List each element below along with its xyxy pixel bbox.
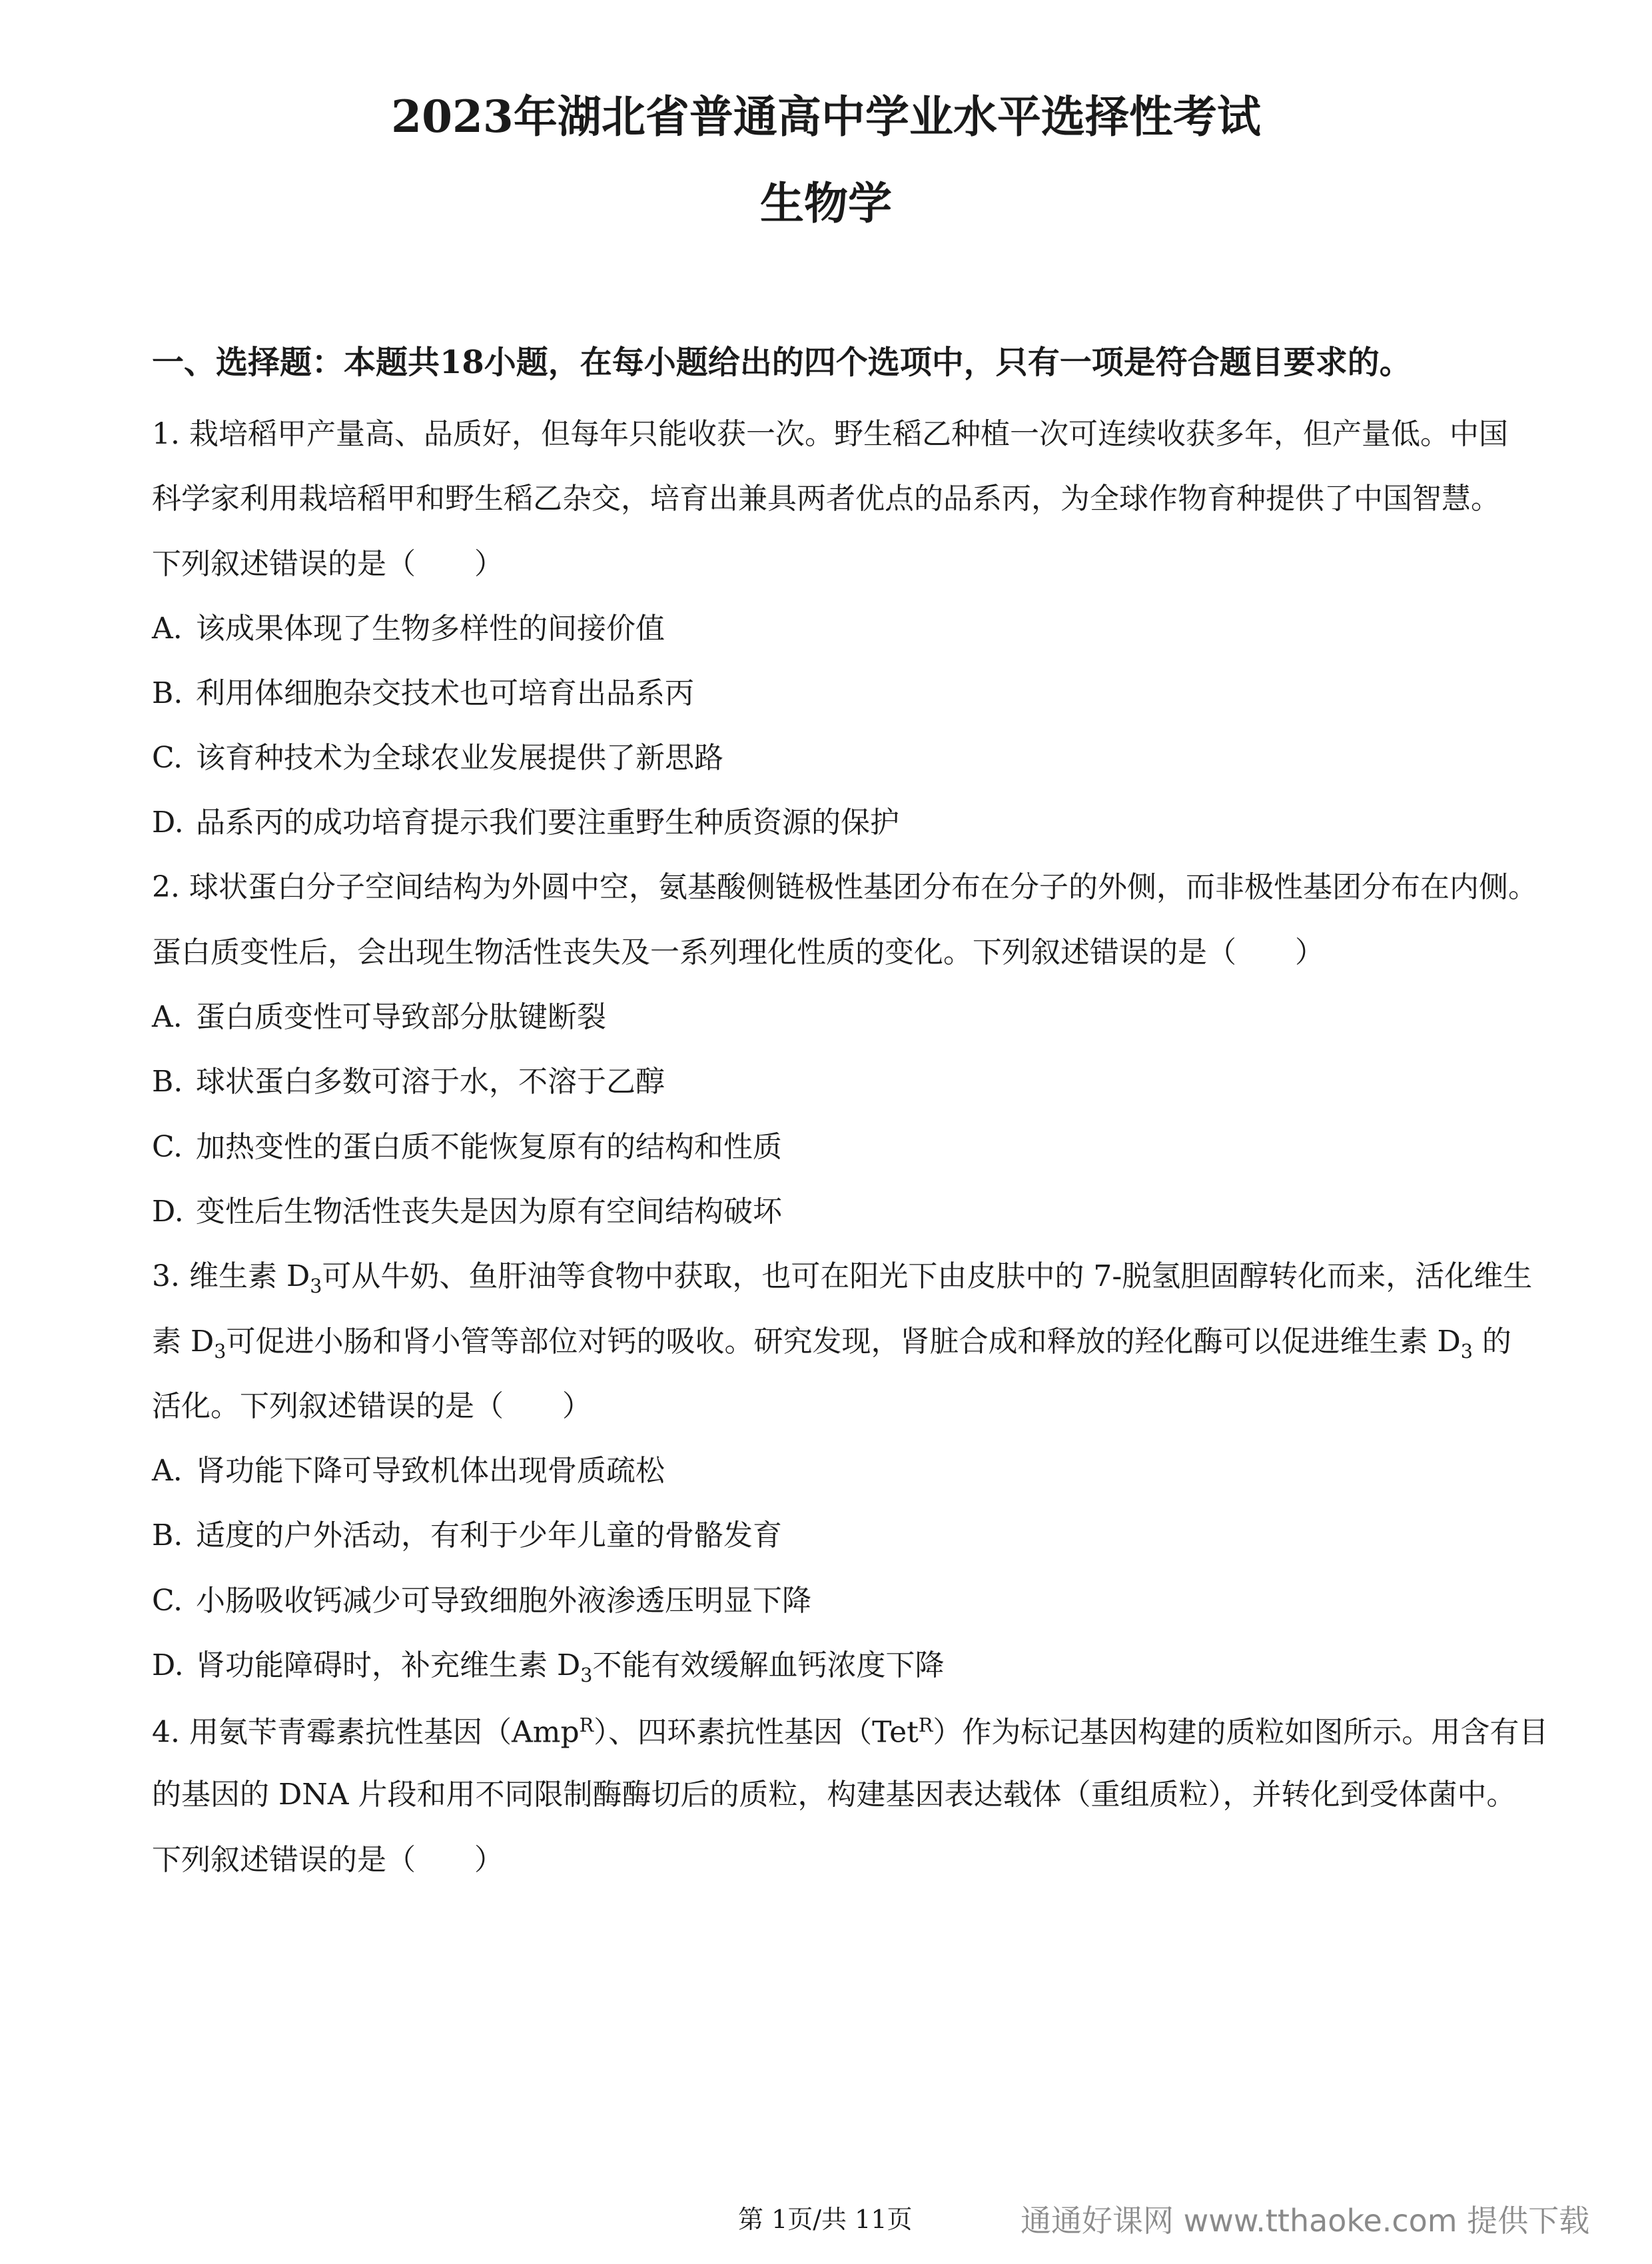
subscript: 3 (1460, 1339, 1473, 1363)
option-text: 蛋白质变性可导致部分肽键断裂 (196, 1000, 606, 1034)
question-2-option-a[interactable] (152, 1000, 606, 1034)
stem-text: 4. 用氨苄青霉素抗性基因（Amp (152, 1715, 580, 1750)
subscript: 3 (580, 1663, 593, 1686)
question-1-stem-line: 1. 栽培稻甲产量高、品质好，但每年只能收获一次。野生稻乙种植一次可连续收获多年，但产量低。中国 (152, 417, 1508, 451)
stem-text: 3. 维生素 D (152, 1259, 310, 1293)
question-3-option-d[interactable] (152, 1648, 945, 1686)
option-text: 利用体细胞杂交技术也可培育出品系丙 (196, 676, 694, 710)
option-letter: B. (152, 1065, 183, 1099)
question-3-option-a[interactable] (152, 1456, 665, 1486)
stem-text: 可促进小肠和肾小管等部位对钙的吸收。研究发现，肾脏合成和释放的羟化酶可以促进维生素 D (226, 1325, 1461, 1359)
question-4-stem-line (152, 1716, 1551, 1748)
superscript: R (918, 1714, 933, 1736)
option-text: 肾功能障碍时，补充维生素 D (196, 1648, 581, 1682)
question-1-option-b[interactable] (152, 676, 694, 710)
page-number: 第 1页/共 11页 (738, 2205, 913, 2234)
stem-text: ）、四环素抗性基因（Tet (594, 1715, 919, 1750)
option-letter: A. (152, 612, 183, 646)
option-letter: C. (152, 741, 183, 775)
option-letter: B. (152, 676, 183, 710)
stem-text: 素 D (152, 1325, 214, 1359)
exam-title: 2023年湖北省普通高中学业水平选择性考试 (391, 91, 1261, 143)
option-letter: D. (152, 1648, 184, 1682)
option-text: 小肠吸收钙减少可导致细胞外液渗透压明显下降 (196, 1584, 811, 1618)
subject-title: 生物学 (760, 177, 892, 229)
stem-text: 可从牛奶、鱼肝油等食物中获取，也可在阳光下由皮肤中的 7-脱氢胆固醇转化而来，活化维生 (322, 1259, 1533, 1293)
option-letter: A. (152, 1000, 183, 1034)
question-4-stem-line: 的基因的 DNA 片段和用不同限制酶酶切后的质粒，构建基因表达载体（重组质粒），并转化到受体菌中。 (152, 1778, 1516, 1812)
option-text: 变性后生物活性丧失是因为原有空间结构破坏 (196, 1195, 782, 1229)
option-letter: D. (152, 1195, 184, 1229)
question-3-option-b[interactable] (152, 1518, 782, 1552)
question-1-option-a[interactable] (152, 614, 665, 644)
question-4-stem-line: 下列叙述错误的是（ ） (152, 1843, 504, 1877)
question-3-stem-line: 活化。下列叙述错误的是（ ） (152, 1389, 592, 1423)
stem-text: 的 (1472, 1325, 1511, 1359)
option-text: 该育种技术为全球农业发展提供了新思路 (196, 741, 723, 775)
option-letter: D. (152, 806, 184, 840)
question-2-option-d[interactable] (152, 1197, 782, 1227)
question-2-option-c[interactable] (152, 1130, 782, 1164)
question-3-stem-line (152, 1327, 1551, 1361)
stem-text: ）作为标记基因构建的质粒如图所示。用含有目 (933, 1715, 1549, 1750)
option-text: 该成果体现了生物多样性的间接价值 (196, 612, 665, 646)
question-2-option-b[interactable] (152, 1067, 665, 1097)
question-3-option-c[interactable] (152, 1586, 811, 1616)
superscript: R (579, 1714, 594, 1736)
option-letter: C. (152, 1130, 183, 1164)
section-heading: 一、选择题：本题共18小题，在每小题给出的四个选项中，只有一项是符合题目要求的。 (152, 344, 1412, 381)
subscript: 3 (214, 1339, 226, 1363)
option-letter: B. (152, 1518, 183, 1552)
option-letter: C. (152, 1584, 183, 1618)
option-text: 球状蛋白多数可溶于水，不溶于乙醇 (196, 1065, 665, 1099)
question-3-stem-line (152, 1259, 1551, 1297)
option-letter: A. (152, 1454, 183, 1488)
option-text: 不能有效缓解血钙浓度下降 (592, 1648, 945, 1682)
watermark: 通通好课网 www.tthaoke.com 提供下载 (1021, 2203, 1590, 2239)
question-1-option-d[interactable] (152, 808, 899, 838)
option-text: 品系丙的成功培育提示我们要注重野生种质资源的保护 (196, 806, 899, 840)
question-1-option-c[interactable] (152, 741, 723, 775)
option-text: 肾功能下降可导致机体出现骨质疏松 (196, 1454, 665, 1488)
option-text: 加热变性的蛋白质不能恢复原有的结构和性质 (196, 1130, 782, 1164)
option-text: 适度的户外活动，有利于少年儿童的骨骼发育 (196, 1518, 782, 1552)
subscript: 3 (310, 1274, 322, 1297)
question-2-stem-line: 2. 球状蛋白分子空间结构为外圆中空，氨基酸侧链极性基团分布在分子的外侧，而非极性基团分布在内侧。 (152, 870, 1537, 904)
question-1-stem-line: 科学家利用栽培稻甲和野生稻乙杂交，培育出兼具两者优点的品系丙，为全球作物育种提供了中国智慧。 (152, 482, 1500, 516)
question-1-stem-line: 下列叙述错误的是（ ） (152, 547, 504, 581)
question-2-stem-line: 蛋白质变性后，会出现生物活性丧失及一系列理化性质的变化。下列叙述错误的是（ ） (152, 935, 1324, 969)
